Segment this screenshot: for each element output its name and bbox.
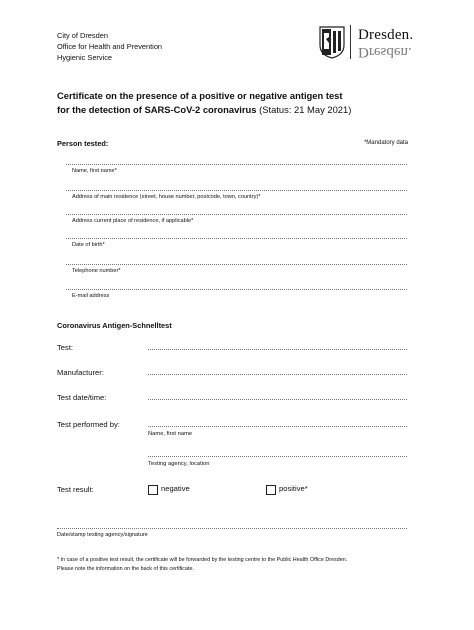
logo-divider <box>350 25 351 59</box>
stamp-signature-line[interactable] <box>57 528 407 529</box>
manufacturer-field-line[interactable] <box>148 374 407 375</box>
test-section-heading: Coronavirus Antigen-Schnelltest <box>57 321 172 330</box>
person-tested-heading: Person tested: <box>57 139 109 148</box>
email-field-line[interactable] <box>66 289 407 290</box>
name-field-line[interactable] <box>66 164 407 165</box>
main-residence-field-caption: Address of main residence (street, house number, postcode, town, country)* <box>72 194 261 200</box>
positive-label: positive* <box>279 484 308 493</box>
test-date-label: Test date/time: <box>57 393 107 402</box>
logo-wordmark-reflection: Dresden. <box>358 44 412 60</box>
manufacturer-label: Manufacturer: <box>57 368 104 377</box>
negative-label: negative <box>161 484 190 493</box>
telephone-field-line[interactable] <box>66 264 407 265</box>
footnote <box>57 556 427 574</box>
mandatory-note: *Mandatory data <box>363 140 408 146</box>
title-line-2 <box>57 103 437 117</box>
birth-date-field-caption: Date of birth* <box>72 242 105 248</box>
test-result-label: Test result: <box>57 485 94 494</box>
dresden-logo <box>316 23 426 63</box>
test-label: Test: <box>57 343 74 352</box>
footnote-line-1: * In case of a positive test result, the certificate will be forwarded by the testing centre to the Public Health Office Dresden. <box>57 557 348 563</box>
testing-agency-caption: Testing agency, location <box>148 461 210 467</box>
test-date-field-line[interactable] <box>148 399 407 400</box>
performer-name-caption: Name, first name <box>148 431 193 437</box>
title-status: (Status: 21 May 2021) <box>256 104 352 115</box>
test-performed-label: Test performed by: <box>57 420 120 429</box>
telephone-field-caption: Telephone number* <box>72 268 121 274</box>
coat-of-arms-icon <box>318 25 346 59</box>
address-line-city: City of Dresden <box>57 31 108 40</box>
negative-checkbox[interactable] <box>148 485 158 495</box>
title-line-1: Certificate on the presence of a positive or negative antigen test <box>57 90 343 101</box>
sender-address <box>57 30 162 63</box>
main-residence-field-line[interactable] <box>66 190 407 191</box>
footnote-line-2: Please note the information on the back of this certificate. <box>57 566 194 572</box>
current-residence-field-caption: Address current place of residence, if applicable* <box>72 218 194 224</box>
positive-checkbox[interactable] <box>266 485 276 495</box>
address-line-office: Office for Health and Prevention <box>57 42 163 51</box>
document-title <box>57 89 437 117</box>
email-field-caption: E-mail address <box>72 293 110 299</box>
logo-wordmark: Dresden. <box>358 27 414 43</box>
current-residence-field-line[interactable] <box>66 214 407 215</box>
address-line-service: Hygienic Service <box>57 53 113 62</box>
name-field-caption: Name, first name* <box>72 168 117 174</box>
test-field-line[interactable] <box>148 349 407 350</box>
testing-agency-field-line[interactable] <box>148 456 407 457</box>
performer-name-field-line[interactable] <box>148 426 407 427</box>
stamp-signature-caption: Date/stamp testing agency/signature <box>57 532 148 538</box>
birth-date-field-line[interactable] <box>66 238 407 239</box>
title-line-2-text: for the detection of SARS-CoV-2 coronavirus <box>57 104 257 115</box>
